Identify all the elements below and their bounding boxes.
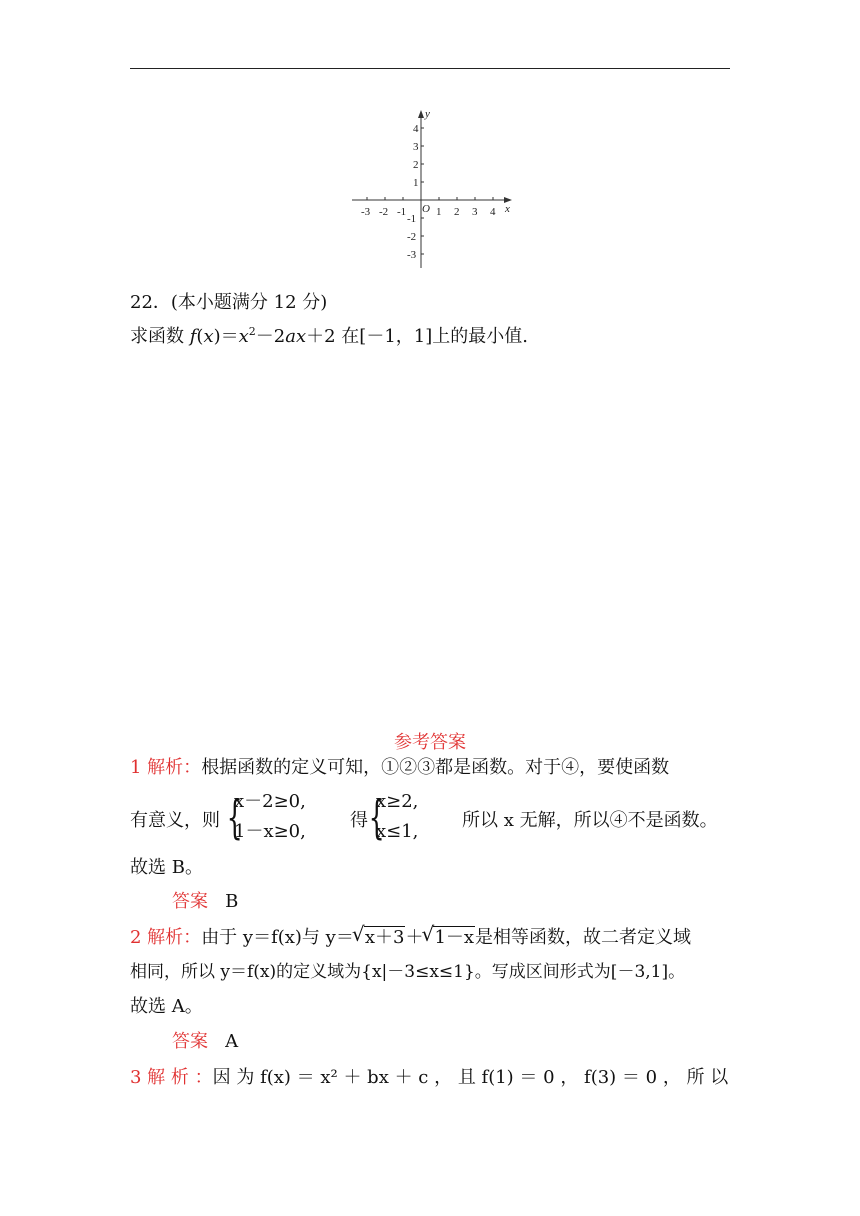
- answers-heading: 参考答案: [394, 732, 466, 753]
- header-rule: [130, 68, 730, 69]
- answer-3-text: 因 为 f(x) ＝ x² ＋ bx ＋ c ， 且 f(1) ＝ 0 ， f(3) ＝ 0 ， 所 以: [212, 1067, 729, 1088]
- answer-2-final-label: 答案: [172, 1031, 208, 1052]
- y-axis-label: y: [425, 108, 430, 120]
- origin-label: O: [422, 203, 430, 215]
- answer-2-text-b: 是相等函数，故二者定义域: [475, 927, 692, 948]
- case-1-row-2: 1－x≥0,: [234, 821, 306, 842]
- answer-2-line-3: 故选 A。: [130, 996, 203, 1017]
- answer-1-label: 1 解析：: [130, 757, 202, 778]
- question-22-number: 22．(本小题满分 12 分): [130, 292, 328, 313]
- q22-x1: x: [203, 326, 214, 347]
- x-tick-label: 3: [472, 206, 478, 218]
- radicand-2: 1－x: [434, 927, 475, 948]
- q22-f: f: [189, 326, 197, 347]
- q22-suffix: ＋2 在[－1，1]上的最小值.: [306, 326, 528, 347]
- case-1-row-1: x－2≥0,: [234, 791, 306, 812]
- x-tick-label: -1: [397, 206, 407, 218]
- answer-1-final-value: B: [225, 891, 239, 912]
- case-mid-text: 得: [350, 810, 368, 831]
- answer-1-line-2-prefix: 有意义，则: [130, 810, 220, 831]
- q22-ax: ax: [285, 326, 307, 347]
- y-tick-label: 4: [413, 123, 419, 135]
- y-tick-label: 2: [413, 159, 419, 171]
- radicand-1: x＋3: [364, 927, 405, 948]
- answer-1-final-label: 答案: [172, 891, 208, 912]
- answer-2-final-value: A: [225, 1031, 239, 1052]
- x-tick-label: 1: [436, 206, 442, 218]
- case-system-1: [234, 787, 306, 847]
- case-2-row-1: x≥2,: [376, 791, 419, 812]
- radical-icon-1: √: [351, 922, 365, 946]
- answer-1-tail: 所以 x 无解，所以④不是函数。: [462, 810, 718, 831]
- answer-1-final: [172, 889, 238, 915]
- answer-2-plus: ＋: [405, 927, 424, 948]
- y-tick-label: 1: [413, 177, 419, 189]
- x-axis-label: x: [505, 203, 510, 215]
- q22-paren-close: ): [213, 326, 221, 347]
- axes-svg: [340, 100, 525, 275]
- q22-prefix: 求函数: [130, 326, 190, 347]
- x-tick-label: -3: [361, 206, 371, 218]
- q22-x2: x: [238, 326, 249, 347]
- y-axis-arrow: [418, 110, 424, 118]
- case-system-2: [376, 787, 418, 847]
- q22-sup: 2: [248, 325, 256, 338]
- sqrt-2: [421, 922, 475, 951]
- q22-minus2: －2: [255, 326, 286, 347]
- radical-icon-2: √: [421, 922, 435, 946]
- y-tick-label: -2: [407, 231, 417, 243]
- answer-2-text-a: 由于 y＝f(x)与 y＝: [201, 927, 354, 948]
- coordinate-axes-figure: [340, 100, 525, 275]
- y-tick-label: -1: [407, 213, 417, 225]
- case-2-row-2: x≤1,: [376, 821, 419, 842]
- answer-2-line-2: 相同，所以 y＝f(x)的定义域为{x|－3≤x≤1}。写成区间形式为[－3,1]。: [130, 962, 686, 982]
- answer-3-label: 3 解 析 ：: [130, 1067, 213, 1088]
- sqrt-1: [351, 922, 406, 951]
- answer-1-line-1: [130, 755, 669, 781]
- q22-eq: ＝: [220, 326, 239, 347]
- y-tick-label: 3: [413, 141, 419, 153]
- x-tick-label: -2: [379, 206, 389, 218]
- answer-3-line-1: [130, 1065, 728, 1091]
- answer-1-text-1: 根据函数的定义可知，①②③都是函数。对于④，要使函数: [201, 757, 670, 778]
- answer-2-line-1: [130, 922, 692, 951]
- q22-paren-open: (: [196, 326, 204, 347]
- answer-1-line-3: 故选 B。: [130, 857, 203, 878]
- x-tick-label: 4: [490, 206, 496, 218]
- x-tick-label: 2: [454, 206, 460, 218]
- brace-left-1: {: [226, 790, 243, 844]
- answer-2-final: [172, 1029, 238, 1055]
- y-tick-label: -3: [407, 249, 417, 261]
- question-22-text: [130, 320, 528, 349]
- answer-2-label: 2 解析：: [130, 927, 202, 948]
- brace-left-2: {: [368, 790, 385, 844]
